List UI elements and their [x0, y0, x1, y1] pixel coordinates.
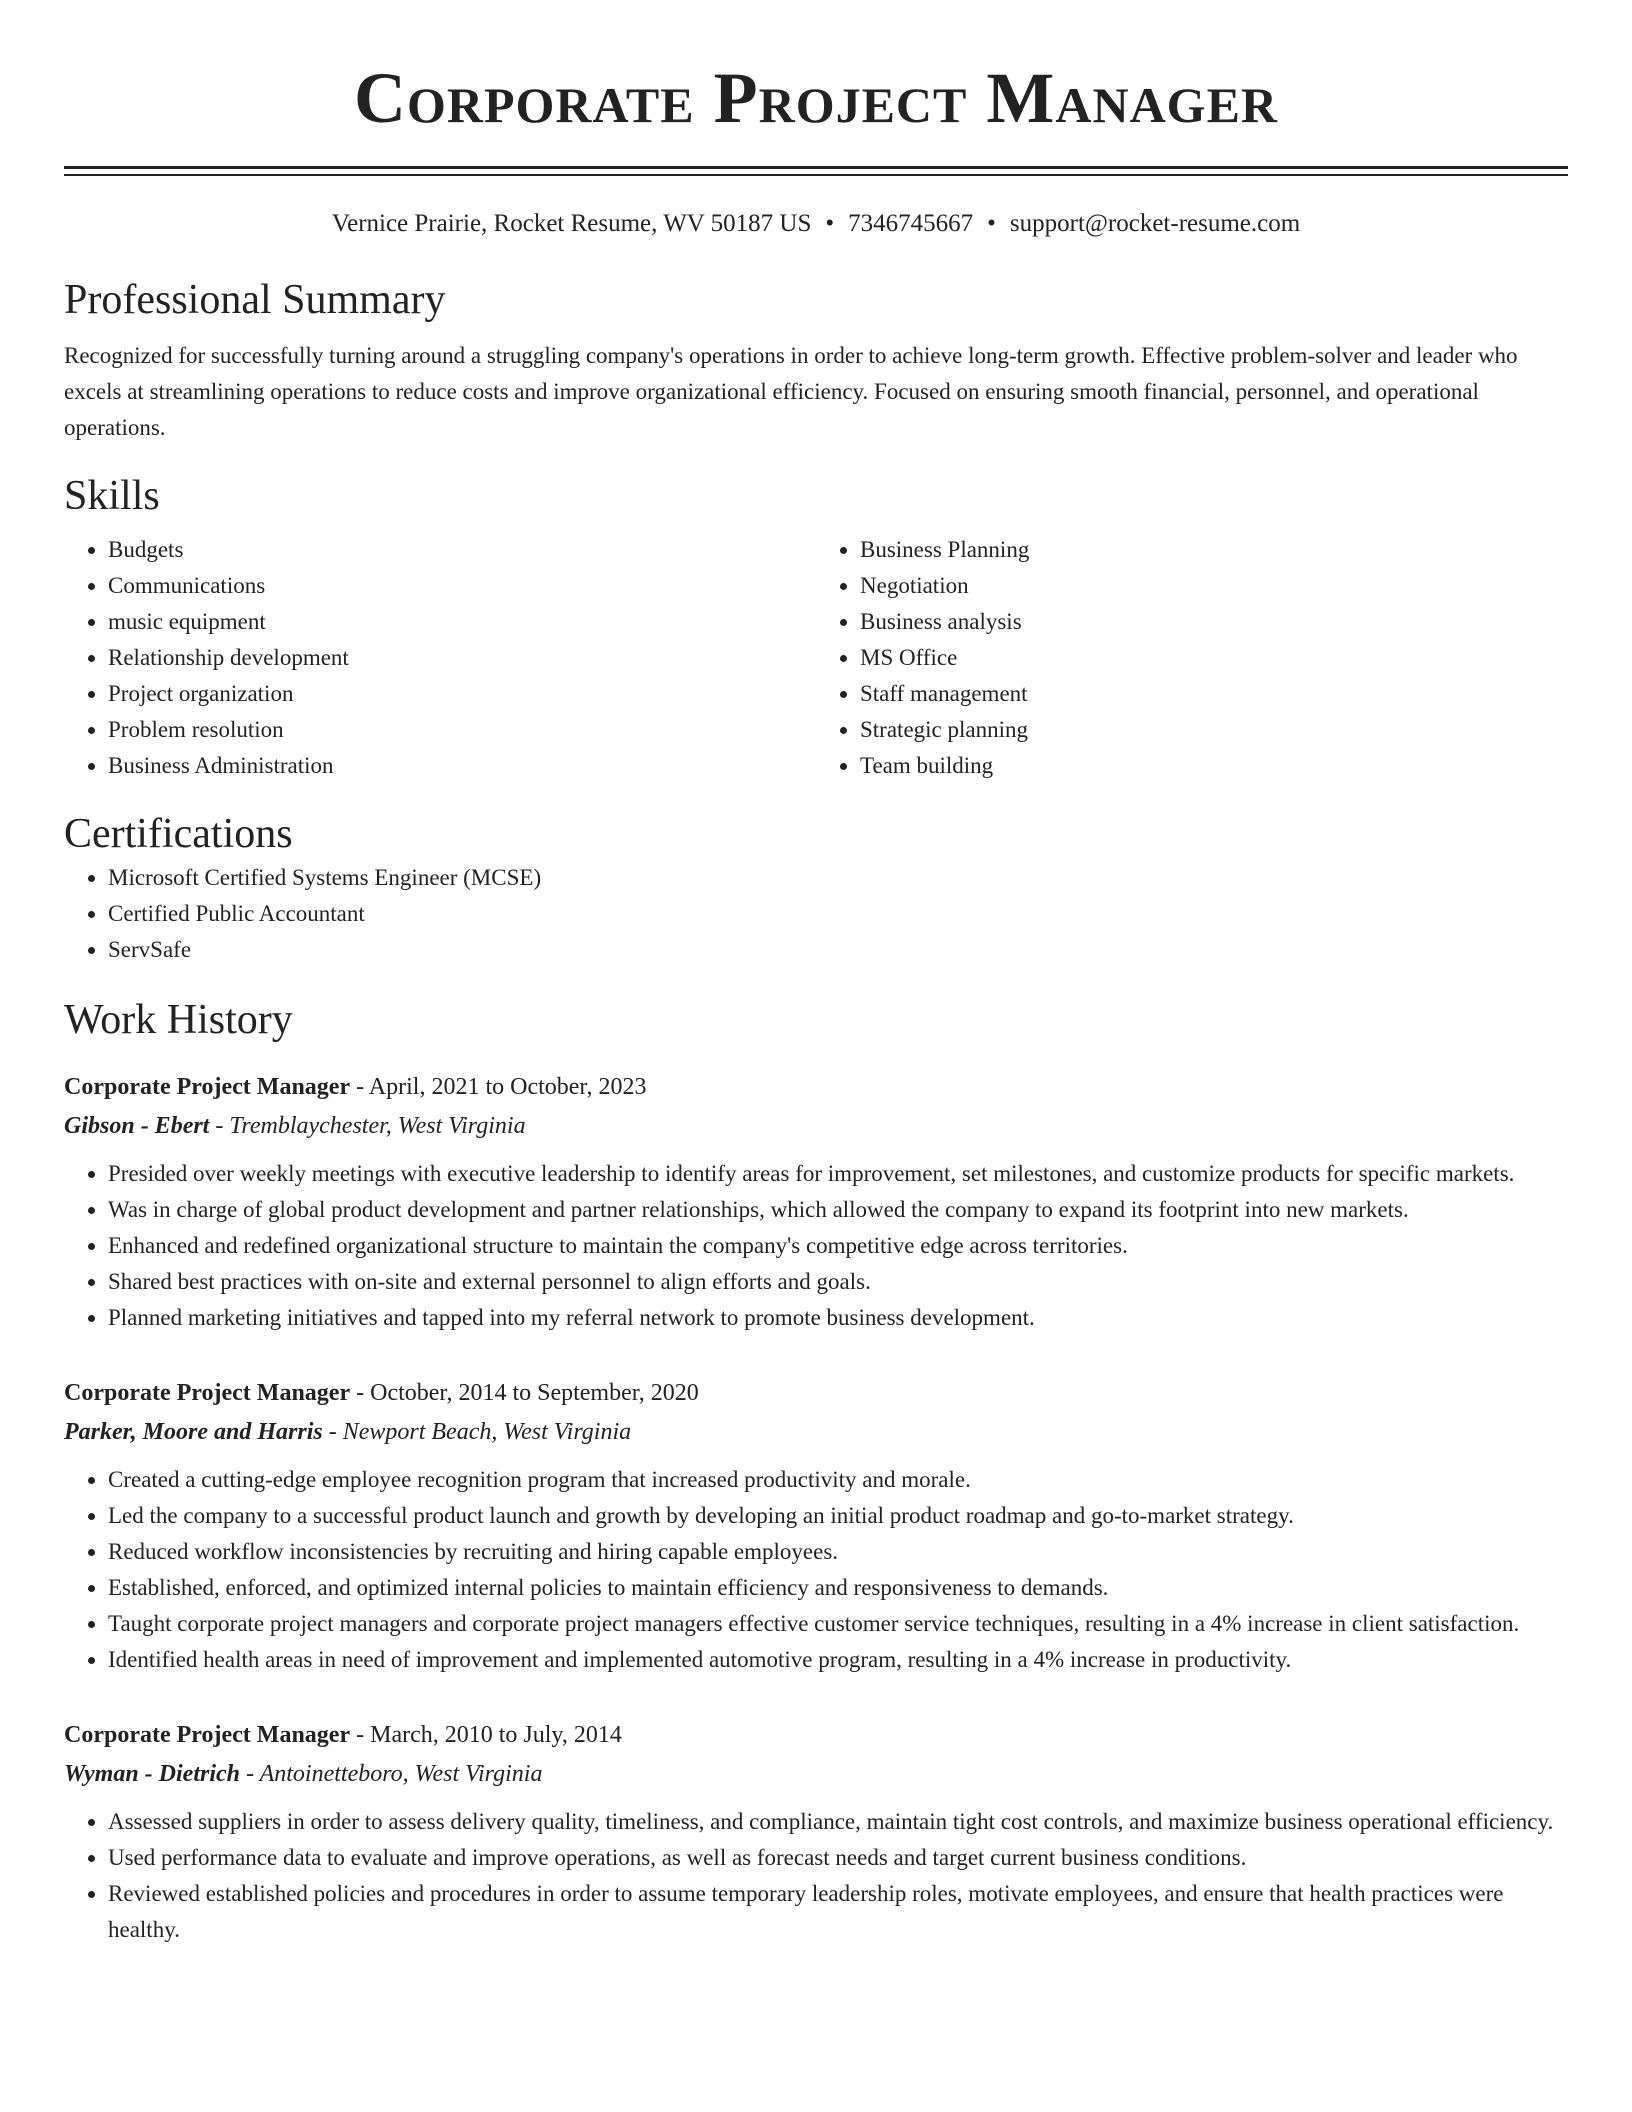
skills-list-right — [816, 532, 1568, 784]
skill-item: • Business Planning — [860, 532, 1568, 568]
job-dates: April, 2021 to October, 2023 — [368, 1074, 647, 1100]
job-dates: March, 2010 to July, 2014 — [370, 1722, 622, 1748]
job-bullet: • Enhanced and redefined organizational structure to maintain the company's competitive edge across territories. — [108, 1228, 1568, 1264]
work-history-heading: Work History — [64, 997, 293, 1043]
certifications-list — [64, 860, 1568, 968]
job-dates: October, 2014 to September, 2020 — [370, 1380, 699, 1406]
contact-line — [64, 208, 1568, 240]
job-bullet: • Presided over weekly meetings with executive leadership to identify areas for improvement, set milestones, and customize products for specific markets. — [108, 1156, 1568, 1192]
job-bullets — [64, 1804, 1568, 1948]
contact-address: Vernice Prairie, Rocket Resume, WV 50187 US — [331, 210, 812, 237]
skill-item: • Problem resolution — [108, 712, 816, 748]
job-bullet: • Taught corporate project managers and corporate project managers effective customer service techniques, resulting in a 4% increase in client satisfaction. — [108, 1606, 1568, 1642]
skill-item: • Business analysis — [860, 604, 1568, 640]
job-company: Wyman - Dietrich — [64, 1761, 241, 1787]
contact-separator: • — [825, 210, 835, 237]
skill-item: • Communications — [108, 568, 816, 604]
job-company: Gibson - Ebert — [64, 1113, 210, 1139]
skill-item: • Staff management — [860, 676, 1568, 712]
skill-item: • Budgets — [108, 532, 816, 568]
job-header: Corporate Project Manager - March, 2010 to July, 2014 — [64, 1722, 622, 1748]
job-company: Parker, Moore and Harris — [64, 1419, 323, 1445]
job-role: Corporate Project Manager — [64, 1074, 351, 1100]
job-employer: Parker, Moore and Harris - Newport Beach, West Virginia — [64, 1419, 632, 1445]
resume-title: Corporate Project Manager — [353, 58, 1279, 138]
title-double-rule — [64, 166, 1568, 176]
job-bullet: • Shared best practices with on-site and external personnel to align efforts and goals. — [108, 1264, 1568, 1300]
job-role: Corporate Project Manager — [64, 1380, 351, 1406]
job-bullet: • Used performance data to evaluate and improve operations, as well as forecast needs and target current business conditions. — [108, 1840, 1568, 1876]
skill-item: • Negotiation — [860, 568, 1568, 604]
job-bullet: • Planned marketing initiatives and tapped into my referral network to promote business development. — [108, 1300, 1568, 1336]
job-entry — [64, 1716, 1568, 1948]
job-header: Corporate Project Manager - April, 2021 to October, 2023 — [64, 1074, 647, 1100]
skill-item: • Project organization — [108, 676, 816, 712]
skill-item: • Team building — [860, 748, 1568, 784]
job-header: Corporate Project Manager - October, 2014 to September, 2020 — [64, 1380, 699, 1406]
job-location: Tremblaychester, West Virginia — [229, 1113, 526, 1139]
job-bullets — [64, 1462, 1568, 1678]
contact-separator: • — [987, 210, 996, 237]
summary-heading: Professional Summary — [64, 277, 446, 323]
job-bullet: • Led the company to a successful product launch and growth by developing an initial product roadmap and go-to-market strategy. — [108, 1498, 1568, 1534]
skills-list-left — [64, 532, 816, 784]
skill-item: • Business Administration — [108, 748, 816, 784]
certification-item: • Microsoft Certified Systems Engineer (MCSE) — [108, 860, 1568, 896]
skill-item: • music equipment — [108, 604, 816, 640]
job-role: Corporate Project Manager — [64, 1722, 351, 1748]
job-bullet: • Established, enforced, and optimized internal policies to maintain efficiency and responsiveness to demands. — [108, 1570, 1568, 1606]
skills-heading: Skills — [64, 473, 160, 519]
job-bullet: • Created a cutting-edge employee recognition program that increased productivity and morale. — [108, 1462, 1568, 1498]
title-rule-thin — [64, 174, 1568, 176]
contact-email: support@rocket-resume.com — [1009, 210, 1301, 237]
job-location: Antoinetteboro, West Virginia — [259, 1761, 543, 1787]
job-location: Newport Beach, West Virginia — [342, 1419, 632, 1445]
job-employer: Gibson - Ebert - Tremblaychester, West Virginia — [64, 1113, 526, 1139]
certification-item: • ServSafe — [108, 932, 1568, 968]
skill-item: • MS Office — [860, 640, 1568, 676]
certifications-heading: Certifications — [64, 811, 293, 857]
resume-page — [64, 0, 1568, 1948]
job-bullet: • Identified health areas in need of improvement and implemented automotive program, resulting in a 4% increase in productivity. — [108, 1642, 1568, 1678]
certification-item: • Certified Public Accountant — [108, 896, 1568, 932]
job-employer: Wyman - Dietrich - Antoinetteboro, West Virginia — [64, 1761, 543, 1787]
job-bullet: • Was in charge of global product development and partner relationships, which allowed the company to expand its footprint into new markets. — [108, 1192, 1568, 1228]
job-entry — [64, 1374, 1568, 1678]
job-bullet: • Reduced workflow inconsistencies by recruiting and hiring capable employees. — [108, 1534, 1568, 1570]
job-bullets — [64, 1156, 1568, 1336]
skill-item: • Strategic planning — [860, 712, 1568, 748]
contact-phone: 7346745667 — [848, 210, 974, 237]
summary-text: Recognized for successfully turning around a struggling company's operations in order to achieve long-term growth. Effective problem-solver and leader who excels at streamlining operations to reduce costs and improve organizational efficiency. Focused on ensuring smooth financial, personnel, and operational operations. — [64, 343, 1518, 440]
skills-grid — [64, 532, 1568, 784]
job-bullet: • Assessed suppliers in order to assess delivery quality, timeliness, and compliance, maintain tight cost controls, and maximize business operational efficiency. — [108, 1804, 1568, 1840]
job-entry — [64, 1068, 1568, 1336]
title-rule-thick — [64, 166, 1568, 169]
job-bullet: • Reviewed established policies and procedures in order to assume temporary leadership roles, motivate employees, and ensure that health practices were healthy. — [108, 1876, 1568, 1948]
skill-item: • Relationship development — [108, 640, 816, 676]
